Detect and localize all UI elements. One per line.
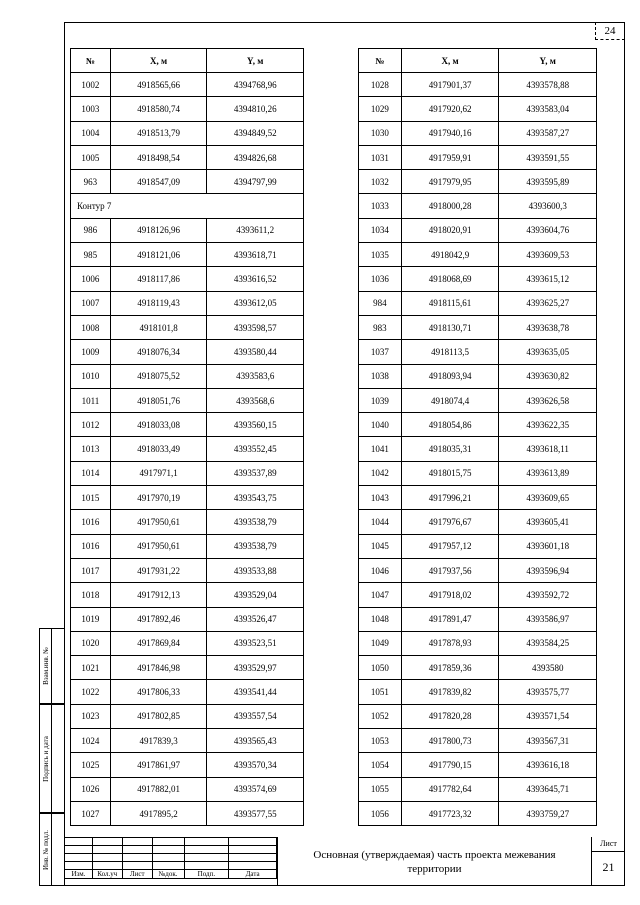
header-y: Y, м bbox=[499, 49, 597, 73]
coordinates-table-left bbox=[70, 48, 304, 826]
table-row bbox=[71, 534, 304, 558]
table-row bbox=[359, 97, 597, 121]
y-coordinate: 4393609,65 bbox=[499, 486, 597, 510]
stamp-col-sheet: Лист bbox=[122, 870, 152, 879]
x-coordinate: 4918130,71 bbox=[401, 315, 499, 339]
y-coordinate: 4393618,71 bbox=[207, 243, 304, 267]
table-row bbox=[359, 486, 597, 510]
table-row bbox=[359, 656, 597, 680]
point-number: 1011 bbox=[71, 388, 111, 412]
y-coordinate: 4393586,97 bbox=[499, 607, 597, 631]
y-coordinate: 4393575,77 bbox=[499, 680, 597, 704]
contour-label: Контур 7 bbox=[71, 194, 304, 218]
x-coordinate: 4917839,82 bbox=[401, 680, 499, 704]
stamp-col-change: Изм. bbox=[65, 870, 93, 879]
x-coordinate: 4918020,91 bbox=[401, 218, 499, 242]
y-coordinate: 4393580,44 bbox=[207, 340, 304, 364]
x-coordinate: 4918117,86 bbox=[110, 267, 207, 291]
table-row bbox=[359, 461, 597, 485]
table-row bbox=[359, 170, 597, 194]
y-coordinate: 4393565,43 bbox=[207, 729, 304, 753]
x-coordinate: 4917901,37 bbox=[401, 73, 499, 97]
point-number: 1027 bbox=[71, 801, 111, 825]
y-coordinate: 4393609,53 bbox=[499, 243, 597, 267]
title-block bbox=[64, 837, 625, 886]
y-coordinate: 4393595,89 bbox=[499, 170, 597, 194]
y-coordinate: 4393567,31 bbox=[499, 729, 597, 753]
x-coordinate: 4918042,9 bbox=[401, 243, 499, 267]
x-coordinate: 4917918,02 bbox=[401, 583, 499, 607]
y-coordinate: 4393523,51 bbox=[207, 631, 304, 655]
point-number: 984 bbox=[359, 291, 402, 315]
table-row bbox=[359, 631, 597, 655]
point-number: 1016 bbox=[71, 510, 111, 534]
y-coordinate: 4393596,94 bbox=[499, 558, 597, 582]
x-coordinate: 4917920,62 bbox=[401, 97, 499, 121]
x-coordinate: 4918498,54 bbox=[110, 145, 207, 169]
point-number: 1014 bbox=[71, 461, 111, 485]
x-coordinate: 4917971,1 bbox=[110, 461, 207, 485]
y-coordinate: 4393541,44 bbox=[207, 680, 304, 704]
x-coordinate: 4917895,2 bbox=[110, 801, 207, 825]
x-coordinate: 4918565,66 bbox=[110, 73, 207, 97]
y-coordinate: 4393604,76 bbox=[499, 218, 597, 242]
x-coordinate: 4918513,79 bbox=[110, 121, 207, 145]
point-number: 1002 bbox=[71, 73, 111, 97]
table-row bbox=[359, 680, 597, 704]
table-row bbox=[359, 315, 597, 339]
x-coordinate: 4917802,85 bbox=[110, 704, 207, 728]
table-row bbox=[71, 704, 304, 728]
y-coordinate: 4393529,97 bbox=[207, 656, 304, 680]
y-coordinate: 4393574,69 bbox=[207, 777, 304, 801]
y-coordinate: 4393613,89 bbox=[499, 461, 597, 485]
table-row bbox=[359, 364, 597, 388]
y-coordinate: 4393625,27 bbox=[499, 291, 597, 315]
side-label-inventory: Инв. № подл. bbox=[41, 829, 50, 870]
y-coordinate: 4393587,27 bbox=[499, 121, 597, 145]
sheet-number: 21 bbox=[602, 860, 615, 874]
y-coordinate: 4393622,35 bbox=[499, 413, 597, 437]
table-row bbox=[359, 243, 597, 267]
point-number: 985 bbox=[71, 243, 111, 267]
point-number: 1022 bbox=[71, 680, 111, 704]
point-number: 1034 bbox=[359, 218, 402, 242]
table-row bbox=[71, 97, 304, 121]
side-stamp-signature bbox=[39, 704, 64, 813]
y-coordinate: 4393529,04 bbox=[207, 583, 304, 607]
y-coordinate: 4393526,47 bbox=[207, 607, 304, 631]
y-coordinate: 4393538,79 bbox=[207, 534, 304, 558]
x-coordinate: 4917800,73 bbox=[401, 729, 499, 753]
point-number: 1039 bbox=[359, 388, 402, 412]
point-number: 1036 bbox=[359, 267, 402, 291]
document-title: Основная (утверждаемая) часть проекта межевания территории bbox=[277, 837, 591, 886]
point-number: 1031 bbox=[359, 145, 402, 169]
contour-heading-row bbox=[71, 194, 304, 218]
table-row bbox=[71, 437, 304, 461]
y-coordinate: 4394810,26 bbox=[207, 97, 304, 121]
table-row bbox=[71, 583, 304, 607]
x-coordinate: 4917878,93 bbox=[401, 631, 499, 655]
table-row bbox=[359, 510, 597, 534]
y-coordinate: 4393605,41 bbox=[499, 510, 597, 534]
x-coordinate: 4917806,33 bbox=[110, 680, 207, 704]
x-coordinate: 4917996,21 bbox=[401, 486, 499, 510]
point-number: 1056 bbox=[359, 801, 402, 825]
table-row bbox=[71, 340, 304, 364]
x-coordinate: 4918547,09 bbox=[110, 170, 207, 194]
point-number: 1035 bbox=[359, 243, 402, 267]
x-coordinate: 4918033,49 bbox=[110, 437, 207, 461]
table-row bbox=[359, 413, 597, 437]
y-coordinate: 4393580 bbox=[499, 656, 597, 680]
table-row bbox=[359, 704, 597, 728]
table-row bbox=[71, 607, 304, 631]
header-x: X, м bbox=[110, 49, 207, 73]
y-coordinate: 4393583,6 bbox=[207, 364, 304, 388]
stamp-col-date: Дата bbox=[229, 870, 277, 879]
table-row bbox=[71, 413, 304, 437]
table-row bbox=[71, 777, 304, 801]
table-row bbox=[71, 73, 304, 97]
x-coordinate: 4917882,01 bbox=[110, 777, 207, 801]
point-number: 1006 bbox=[71, 267, 111, 291]
table-row bbox=[71, 388, 304, 412]
point-number: 1010 bbox=[71, 364, 111, 388]
point-number: 1053 bbox=[359, 729, 402, 753]
x-coordinate: 4917950,61 bbox=[110, 534, 207, 558]
y-coordinate: 4393584,25 bbox=[499, 631, 597, 655]
point-number: 1012 bbox=[71, 413, 111, 437]
y-coordinate: 4393645,71 bbox=[499, 777, 597, 801]
point-number: 1041 bbox=[359, 437, 402, 461]
point-number: 1015 bbox=[71, 486, 111, 510]
table-row bbox=[71, 656, 304, 680]
point-number: 1007 bbox=[71, 291, 111, 315]
header-num: № bbox=[71, 49, 111, 73]
y-coordinate: 4393616,18 bbox=[499, 753, 597, 777]
y-coordinate: 4393571,54 bbox=[499, 704, 597, 728]
x-coordinate: 4917950,61 bbox=[110, 510, 207, 534]
y-coordinate: 4393552,45 bbox=[207, 437, 304, 461]
stamp-col-doc: №док. bbox=[152, 870, 184, 879]
point-number: 1048 bbox=[359, 607, 402, 631]
table-row bbox=[359, 340, 597, 364]
table-row bbox=[359, 753, 597, 777]
x-coordinate: 4917979,95 bbox=[401, 170, 499, 194]
point-number: 1043 bbox=[359, 486, 402, 510]
point-number: 983 bbox=[359, 315, 402, 339]
table-row bbox=[71, 364, 304, 388]
point-number: 1026 bbox=[71, 777, 111, 801]
x-coordinate: 4918126,96 bbox=[110, 218, 207, 242]
y-coordinate: 4393537,89 bbox=[207, 461, 304, 485]
point-number: 1009 bbox=[71, 340, 111, 364]
table-row bbox=[71, 753, 304, 777]
point-number: 1049 bbox=[359, 631, 402, 655]
point-number: 1003 bbox=[71, 97, 111, 121]
point-number: 1040 bbox=[359, 413, 402, 437]
table-row bbox=[359, 388, 597, 412]
point-number: 1045 bbox=[359, 534, 402, 558]
table-row bbox=[359, 801, 597, 825]
point-number: 1028 bbox=[359, 73, 402, 97]
x-coordinate: 4918115,61 bbox=[401, 291, 499, 315]
x-coordinate: 4918074,4 bbox=[401, 388, 499, 412]
point-number: 963 bbox=[71, 170, 111, 194]
table-row bbox=[71, 461, 304, 485]
y-coordinate: 4393615,12 bbox=[499, 267, 597, 291]
point-number: 1017 bbox=[71, 558, 111, 582]
y-coordinate: 4394849,52 bbox=[207, 121, 304, 145]
x-coordinate: 4917846,98 bbox=[110, 656, 207, 680]
y-coordinate: 4393538,79 bbox=[207, 510, 304, 534]
point-number: 1050 bbox=[359, 656, 402, 680]
table-row bbox=[71, 510, 304, 534]
x-coordinate: 4918101,8 bbox=[110, 315, 207, 339]
x-coordinate: 4917839,3 bbox=[110, 729, 207, 753]
x-coordinate: 4917970,19 bbox=[110, 486, 207, 510]
y-coordinate: 4393592,72 bbox=[499, 583, 597, 607]
y-coordinate: 4393638,78 bbox=[499, 315, 597, 339]
y-coordinate: 4393578,88 bbox=[499, 73, 597, 97]
side-stamp-inventory bbox=[39, 813, 64, 886]
x-coordinate: 4917959,91 bbox=[401, 145, 499, 169]
point-number: 1047 bbox=[359, 583, 402, 607]
x-coordinate: 4917931,22 bbox=[110, 558, 207, 582]
y-coordinate: 4393543,75 bbox=[207, 486, 304, 510]
table-row bbox=[71, 243, 304, 267]
y-coordinate: 4393583,04 bbox=[499, 97, 597, 121]
y-coordinate: 4394826,68 bbox=[207, 145, 304, 169]
coordinates-table-right bbox=[358, 48, 597, 826]
table-row bbox=[359, 218, 597, 242]
point-number: 1019 bbox=[71, 607, 111, 631]
point-number: 1046 bbox=[359, 558, 402, 582]
y-coordinate: 4393568,6 bbox=[207, 388, 304, 412]
x-coordinate: 4917782,64 bbox=[401, 777, 499, 801]
y-coordinate: 4393626,58 bbox=[499, 388, 597, 412]
x-coordinate: 4917976,67 bbox=[401, 510, 499, 534]
point-number: 1013 bbox=[71, 437, 111, 461]
x-coordinate: 4918033,08 bbox=[110, 413, 207, 437]
header-num: № bbox=[359, 49, 402, 73]
x-coordinate: 4918076,34 bbox=[110, 340, 207, 364]
x-coordinate: 4918093,94 bbox=[401, 364, 499, 388]
table-row bbox=[71, 801, 304, 825]
table-row bbox=[71, 291, 304, 315]
side-label-signature: Подпись и дата bbox=[41, 735, 50, 782]
x-coordinate: 4917790,15 bbox=[401, 753, 499, 777]
table-row bbox=[359, 534, 597, 558]
table-row bbox=[71, 121, 304, 145]
table-row bbox=[359, 729, 597, 753]
y-coordinate: 4393630,82 bbox=[499, 364, 597, 388]
x-coordinate: 4918075,52 bbox=[110, 364, 207, 388]
table-row bbox=[71, 729, 304, 753]
y-coordinate: 4393759,27 bbox=[499, 801, 597, 825]
point-number: 1029 bbox=[359, 97, 402, 121]
table-row bbox=[359, 291, 597, 315]
y-coordinate: 4393577,55 bbox=[207, 801, 304, 825]
point-number: 1044 bbox=[359, 510, 402, 534]
table-row bbox=[71, 267, 304, 291]
point-number: 1042 bbox=[359, 461, 402, 485]
x-coordinate: 4918051,76 bbox=[110, 388, 207, 412]
y-coordinate: 4394797,99 bbox=[207, 170, 304, 194]
point-number: 1033 bbox=[359, 194, 402, 218]
header-x: X, м bbox=[401, 49, 499, 73]
table-row bbox=[71, 145, 304, 169]
point-number: 1051 bbox=[359, 680, 402, 704]
x-coordinate: 4917912,13 bbox=[110, 583, 207, 607]
table-row bbox=[71, 558, 304, 582]
x-coordinate: 4918035,31 bbox=[401, 437, 499, 461]
y-coordinate: 4393598,57 bbox=[207, 315, 304, 339]
y-coordinate: 4393600,3 bbox=[499, 194, 597, 218]
y-coordinate: 4393557,54 bbox=[207, 704, 304, 728]
y-coordinate: 4393635,05 bbox=[499, 340, 597, 364]
x-coordinate: 4917861,97 bbox=[110, 753, 207, 777]
y-coordinate: 4393533,88 bbox=[207, 558, 304, 582]
x-coordinate: 4918113,5 bbox=[401, 340, 499, 364]
side-label-replace: Взам.инв. № bbox=[41, 647, 50, 685]
point-number: 1025 bbox=[71, 753, 111, 777]
point-number: 1004 bbox=[71, 121, 111, 145]
point-number: 1008 bbox=[71, 315, 111, 339]
table-row bbox=[359, 121, 597, 145]
x-coordinate: 4917820,28 bbox=[401, 704, 499, 728]
y-coordinate: 4393611,2 bbox=[207, 218, 304, 242]
point-number: 1023 bbox=[71, 704, 111, 728]
table-row bbox=[359, 145, 597, 169]
y-coordinate: 4393612,05 bbox=[207, 291, 304, 315]
x-coordinate: 4917891,47 bbox=[401, 607, 499, 631]
sheet-box bbox=[591, 837, 625, 886]
table-row bbox=[71, 631, 304, 655]
table-row bbox=[359, 607, 597, 631]
x-coordinate: 4918068,69 bbox=[401, 267, 499, 291]
sheet-label: Лист bbox=[592, 837, 625, 852]
table-row bbox=[359, 558, 597, 582]
x-coordinate: 4917892,46 bbox=[110, 607, 207, 631]
point-number: 1054 bbox=[359, 753, 402, 777]
y-coordinate: 4393616,52 bbox=[207, 267, 304, 291]
x-coordinate: 4917937,56 bbox=[401, 558, 499, 582]
x-coordinate: 4917723,32 bbox=[401, 801, 499, 825]
side-stamp-replace bbox=[39, 628, 64, 704]
table-row bbox=[359, 194, 597, 218]
y-coordinate: 4393601,18 bbox=[499, 534, 597, 558]
table-row bbox=[359, 73, 597, 97]
table-row bbox=[71, 680, 304, 704]
y-coordinate: 4393618,11 bbox=[499, 437, 597, 461]
revision-grid bbox=[64, 837, 277, 879]
x-coordinate: 4917859,36 bbox=[401, 656, 499, 680]
y-coordinate: 4393570,34 bbox=[207, 753, 304, 777]
x-coordinate: 4917869,84 bbox=[110, 631, 207, 655]
point-number: 1052 bbox=[359, 704, 402, 728]
y-coordinate: 4393591,55 bbox=[499, 145, 597, 169]
point-number: 1005 bbox=[71, 145, 111, 169]
x-coordinate: 4918054,86 bbox=[401, 413, 499, 437]
page-number-top: 24 bbox=[595, 22, 625, 40]
point-number: 986 bbox=[71, 218, 111, 242]
point-number: 1037 bbox=[359, 340, 402, 364]
table-row bbox=[71, 315, 304, 339]
table-row bbox=[71, 486, 304, 510]
x-coordinate: 4918015,75 bbox=[401, 461, 499, 485]
point-number: 1024 bbox=[71, 729, 111, 753]
table-row bbox=[359, 437, 597, 461]
x-coordinate: 4918000,28 bbox=[401, 194, 499, 218]
y-coordinate: 4393560,15 bbox=[207, 413, 304, 437]
point-number: 1055 bbox=[359, 777, 402, 801]
x-coordinate: 4918119,43 bbox=[110, 291, 207, 315]
stamp-col-count: Кол.уч bbox=[92, 870, 122, 879]
table-row bbox=[359, 583, 597, 607]
table-row bbox=[71, 170, 304, 194]
table-row bbox=[359, 777, 597, 801]
point-number: 1030 bbox=[359, 121, 402, 145]
x-coordinate: 4918580,74 bbox=[110, 97, 207, 121]
table-row bbox=[359, 267, 597, 291]
point-number: 1021 bbox=[71, 656, 111, 680]
point-number: 1032 bbox=[359, 170, 402, 194]
stamp-col-signature: Подп. bbox=[184, 870, 229, 879]
table-row bbox=[71, 218, 304, 242]
x-coordinate: 4917940,16 bbox=[401, 121, 499, 145]
point-number: 1016 bbox=[71, 534, 111, 558]
x-coordinate: 4917957,12 bbox=[401, 534, 499, 558]
point-number: 1038 bbox=[359, 364, 402, 388]
header-y: Y, м bbox=[207, 49, 304, 73]
x-coordinate: 4918121,06 bbox=[110, 243, 207, 267]
point-number: 1020 bbox=[71, 631, 111, 655]
point-number: 1018 bbox=[71, 583, 111, 607]
y-coordinate: 4394768,96 bbox=[207, 73, 304, 97]
